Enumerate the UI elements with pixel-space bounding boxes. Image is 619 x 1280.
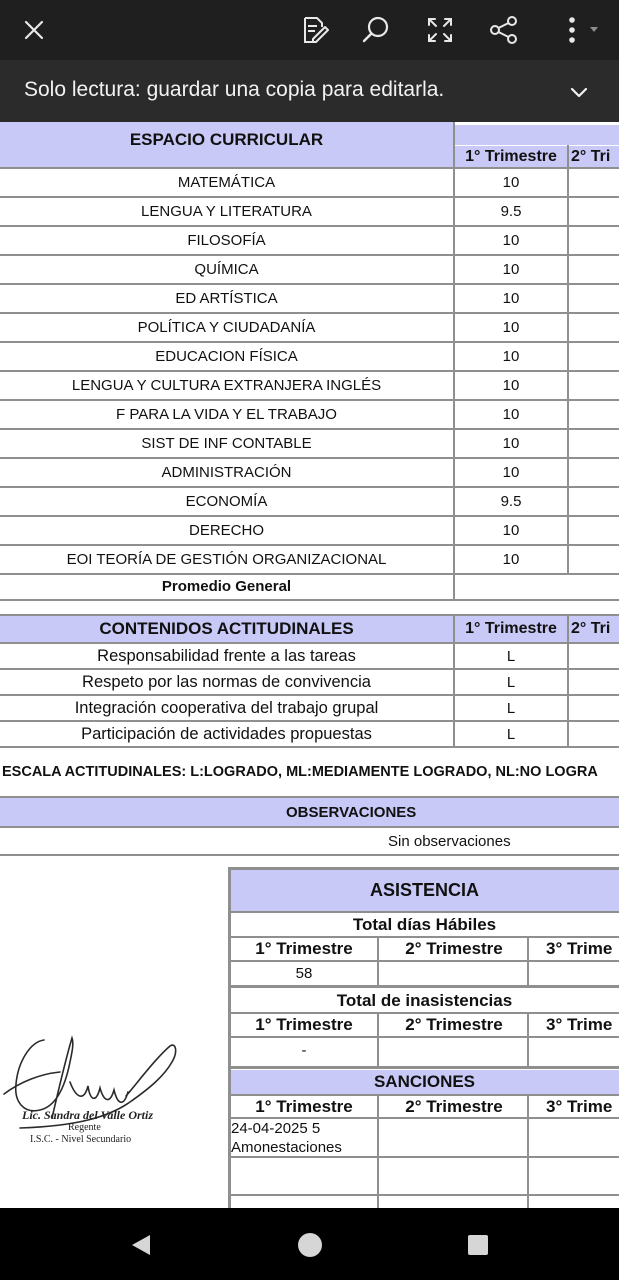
- signature-role: Regente: [68, 1122, 101, 1133]
- recents-icon[interactable]: [466, 1233, 490, 1257]
- more-icon[interactable]: [552, 8, 604, 52]
- signature-institution: I.S.C. - Nivel Secundario: [30, 1134, 132, 1145]
- close-icon[interactable]: [12, 8, 56, 52]
- subject-name: F PARA LA VIDA Y EL TRABAJO: [116, 405, 337, 423]
- subject-name: EOI TEORÍA DE GESTIÓN ORGANIZACIONAL: [66, 550, 387, 568]
- chevron-down-icon[interactable]: [567, 80, 591, 104]
- attitudinal-value-t1: L: [506, 673, 516, 691]
- top-toolbar: [0, 0, 619, 60]
- attitudinal-col-t1: 1° Trimestre: [455, 616, 567, 642]
- home-icon[interactable]: [296, 1231, 324, 1259]
- subject-grade-t1: 10: [502, 231, 520, 249]
- absences-col-t2: 2° Trimestre: [405, 1015, 503, 1034]
- system-nav-bar: [0, 1208, 619, 1280]
- search-icon[interactable]: [354, 8, 398, 52]
- workdays-col-t3: 3° Trime: [546, 939, 613, 958]
- subject-name: ADMINISTRACIÓN: [161, 463, 292, 481]
- subject-grade-t1: 10: [502, 550, 520, 568]
- subject-grade-t1: 10: [502, 347, 520, 365]
- subject-grade-t1: 10: [502, 405, 520, 423]
- subject-name: DERECHO: [188, 521, 264, 539]
- grades-header: ESPACIO CURRICULAR: [0, 122, 453, 167]
- subject-grade-t1: 9.5: [500, 492, 522, 510]
- subject-name: EDUCACION FÍSICA: [155, 347, 298, 365]
- grades-col-t2: 2° Tri: [569, 146, 619, 167]
- subject-grade-t1: 9.5: [500, 202, 522, 220]
- sanctions-col-t1: 1° Trimestre: [255, 1096, 353, 1116]
- fullscreen-icon[interactable]: [418, 8, 462, 52]
- subject-name: ECONOMÍA: [185, 492, 268, 510]
- subject-name: ED ARTÍSTICA: [175, 289, 278, 307]
- signature-name: Lic. Sandra del Valle Ortiz: [22, 1108, 154, 1122]
- attitudinal-item: Integración cooperativa del trabajo grupal: [74, 698, 379, 717]
- attitudinal-item: Responsabilidad frente a las tareas: [97, 646, 356, 665]
- average-label: Promedio General: [161, 578, 292, 595]
- sanctions-col-t2: 2° Trimestre: [405, 1096, 503, 1116]
- subject-name: QUÍMICA: [194, 260, 259, 278]
- grades-header-top: [455, 125, 619, 145]
- absences-col-t3: 3° Trime: [546, 1015, 613, 1034]
- edit-icon[interactable]: [292, 8, 336, 52]
- subject-grade-t1: 10: [502, 521, 520, 539]
- attitudinal-header: CONTENIDOS ACTITUDINALES: [0, 616, 453, 642]
- banner-text: Solo lectura: guardar una copia para editarla.: [24, 78, 445, 101]
- workdays-t1-value: 58: [295, 964, 313, 982]
- subject-grade-t1: 10: [502, 289, 520, 307]
- share-icon[interactable]: [482, 8, 526, 52]
- attitudinal-item: Respeto por las normas de convivencia: [82, 672, 371, 691]
- attitudinal-value-t1: L: [506, 647, 516, 665]
- subject-grade-t1: 10: [502, 463, 520, 481]
- subject-name: FILOSOFÍA: [187, 231, 266, 249]
- absences-col-t1: 1° Trimestre: [255, 1015, 353, 1034]
- workdays-label: Total días Hábiles: [352, 915, 497, 934]
- observations-header: OBSERVACIONES: [0, 798, 619, 826]
- attitudinal-value-t1: L: [506, 699, 516, 717]
- attitudinal-col-t2: 2° Tri: [569, 616, 619, 642]
- subject-name: POLÍTICA Y CIUDADANÍA: [137, 318, 316, 336]
- subject-name: LENGUA Y LITERATURA: [141, 202, 312, 220]
- attendance-header: ASISTENCIA: [230, 869, 619, 911]
- attitudinal-scale-note: ESCALA ACTITUDINALES: L:LOGRADO, ML:MEDIAMENTE LOGRADO, NL:NO LOGRA: [2, 764, 598, 780]
- subject-name: LENGUA Y CULTURA EXTRANJERA INGLÉS: [71, 376, 382, 394]
- subject-grade-t1: 10: [502, 173, 520, 191]
- absences-t1-value: -: [301, 1041, 307, 1059]
- absences-label: Total de inasistencias: [336, 991, 513, 1010]
- attitudinal-value-t1: L: [506, 725, 516, 743]
- document-page: [0, 122, 619, 1208]
- subject-grade-t1: 10: [502, 434, 520, 452]
- subject-name: SIST DE INF CONTABLE: [141, 434, 312, 452]
- subject-grade-t1: 10: [502, 376, 520, 394]
- back-icon[interactable]: [128, 1232, 154, 1258]
- sanctions-col-t3: 3° Trime: [546, 1096, 613, 1116]
- workdays-col-t1: 1° Trimestre: [255, 939, 353, 958]
- sanction-entry-date: 24-04-2025 5: [231, 1119, 321, 1137]
- grades-col-t1: 1° Trimestre: [455, 146, 567, 167]
- subject-name: MATEMÁTICA: [177, 173, 276, 191]
- subject-grade-t1: 10: [502, 318, 520, 336]
- observations-text: Sin observaciones: [388, 832, 511, 850]
- sanction-entry-type: Amonestaciones: [231, 1138, 342, 1156]
- workdays-col-t2: 2° Trimestre: [405, 939, 503, 958]
- attitudinal-item: Participación de actividades propuestas: [81, 724, 372, 743]
- subject-grade-t1: 10: [502, 260, 520, 278]
- sanctions-header: SANCIONES: [230, 1070, 619, 1094]
- read-only-banner[interactable]: [0, 60, 619, 122]
